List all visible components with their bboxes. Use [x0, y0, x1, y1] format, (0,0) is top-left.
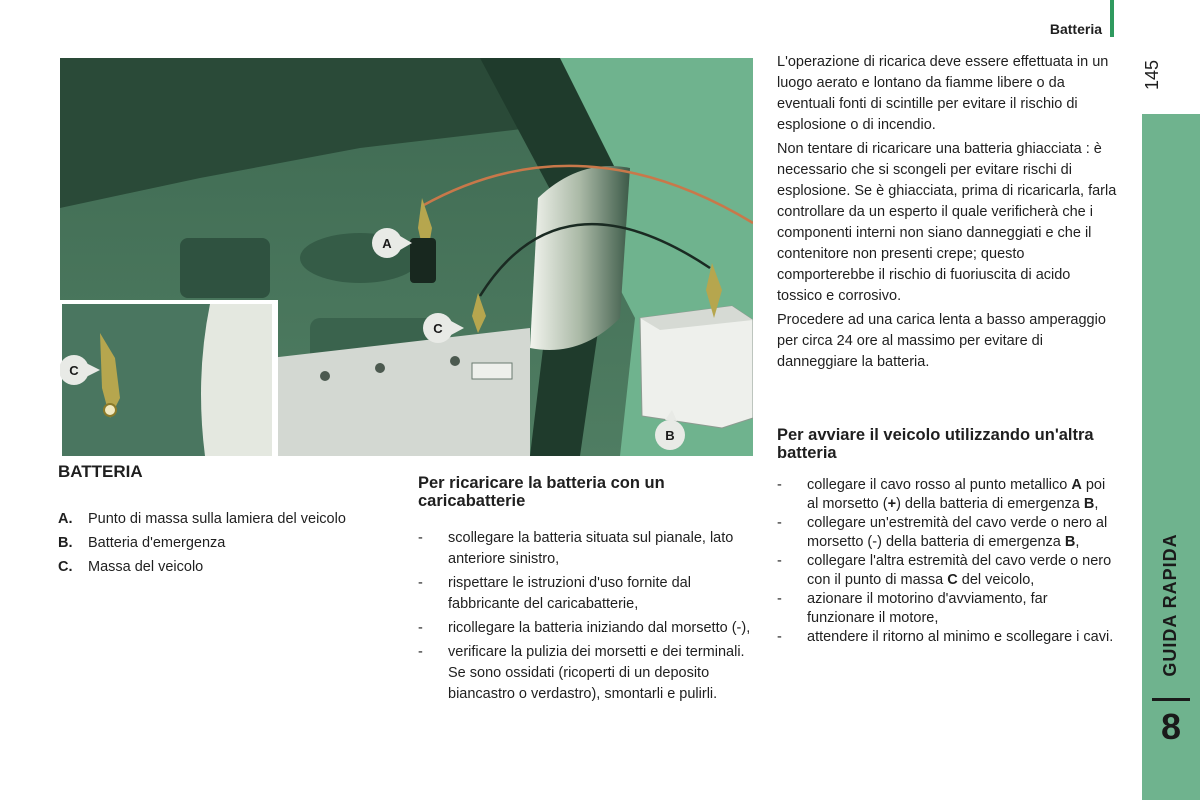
callout-c-inset-label: C [69, 363, 79, 378]
list-item [418, 618, 758, 639]
list-dash: - [777, 515, 782, 531]
legend-text: Massa del veicolo [88, 559, 204, 575]
list-item [777, 590, 1117, 628]
list-text: collegare un'estremità del cavo verde o nero al morsetto (-) della batteria di emergenza B, [807, 515, 1108, 550]
legend-key: C. [58, 559, 73, 575]
figure-legend [58, 510, 398, 582]
jumpstart-heading: Per avviare il veicolo utilizzando un'altra batteria [777, 426, 1094, 462]
legend-key: B. [58, 535, 73, 551]
list-text: verificare la pulizia dei morsetti e dei terminali. Se sono ossidati (ricoperti di un deposito biancastro o verdastro), smontarli e pulirli. [448, 644, 745, 702]
list-text: azionare il motorino d'avviamento, far funzionare il motore, [807, 591, 1048, 626]
list-dash: - [777, 591, 782, 607]
charging-heading: Per ricaricare la batteria con un caricabatterie [418, 474, 665, 510]
list-item [418, 642, 758, 705]
charging-steps [418, 528, 758, 708]
list-item [418, 573, 758, 615]
paragraph: Procedere ad una carica lenta a basso amperaggio per circa 24 ore al massimo per evitare di danneggiare la batteria. [777, 312, 1106, 370]
legend-item [58, 534, 398, 553]
batteria-title: BATTERIA [58, 462, 143, 481]
list-text: collegare il cavo rosso al punto metallico A poi al morsetto (+) della batteria di emergenza B, [807, 477, 1106, 512]
engine-bay-drawing [60, 58, 753, 456]
safety-notes [777, 52, 1117, 376]
section-title: Batteria [1049, 21, 1102, 37]
battery-jumpstart-illustration [60, 58, 753, 456]
legend-item [58, 558, 398, 577]
paragraph: L'operazione di ricarica deve essere effettuata in un luogo aerato e lontano da fiamme libere o da eventuali fonti di scintille per evitare il rischio di esplosione o di incendio. [777, 54, 1109, 133]
list-item [777, 514, 1117, 552]
legend-text: Batteria d'emergenza [88, 535, 226, 551]
list-dash: - [418, 575, 423, 591]
list-text: ricollegare la batteria iniziando dal morsetto (-), [448, 620, 751, 636]
list-dash: - [777, 477, 782, 493]
list-item [777, 628, 1117, 647]
legend-text: Punto di massa sulla lamiera del veicolo [88, 511, 346, 527]
page-number: 145 [1142, 59, 1162, 91]
chapter-tab-label: GUIDA RAPIDA [1160, 533, 1180, 677]
legend-item [58, 510, 398, 529]
list-dash: - [777, 629, 782, 645]
list-dash: - [418, 530, 423, 546]
paragraph: Non tentare di ricaricare una batteria ghiacciata : è necessario che si scongeli per evitare rischi di esplosione. Se è ghiacciata, prima di ricaricarla, farla controllare da un esperto il quale verificherà che i componenti interni non siano danneggiati e che il contenitore non presenti crepe; questo comporterebbe il rischio di fuoriuscita di acido tossico e corrosivo. [777, 141, 1117, 304]
callout-c-main-label: C [433, 321, 443, 336]
callout-b-label: B [665, 428, 675, 443]
list-text: rispettare le istruzioni d'uso fornite dal fabbricante del caricabatterie, [448, 575, 691, 612]
list-dash: - [777, 553, 782, 569]
callout-a-label: A [382, 236, 392, 251]
header-accent-bar [1110, 0, 1114, 37]
list-dash: - [418, 620, 423, 636]
list-item [777, 552, 1117, 590]
list-item [418, 528, 758, 570]
list-text: scollegare la batteria situata sul pianale, lato anteriore sinistro, [448, 530, 734, 567]
legend-key: A. [58, 511, 73, 527]
list-text: collegare l'altra estremità del cavo verde o nero con il punto di massa C del veicolo, [807, 553, 1112, 588]
chapter-tab-rule [1152, 698, 1190, 701]
list-text: attendere il ritorno al minimo e scollegare i cavi. [807, 629, 1114, 645]
chapter-number: 8 [1160, 706, 1182, 747]
jumpstart-steps [777, 476, 1117, 647]
list-dash: - [418, 644, 423, 660]
list-item [777, 476, 1117, 514]
